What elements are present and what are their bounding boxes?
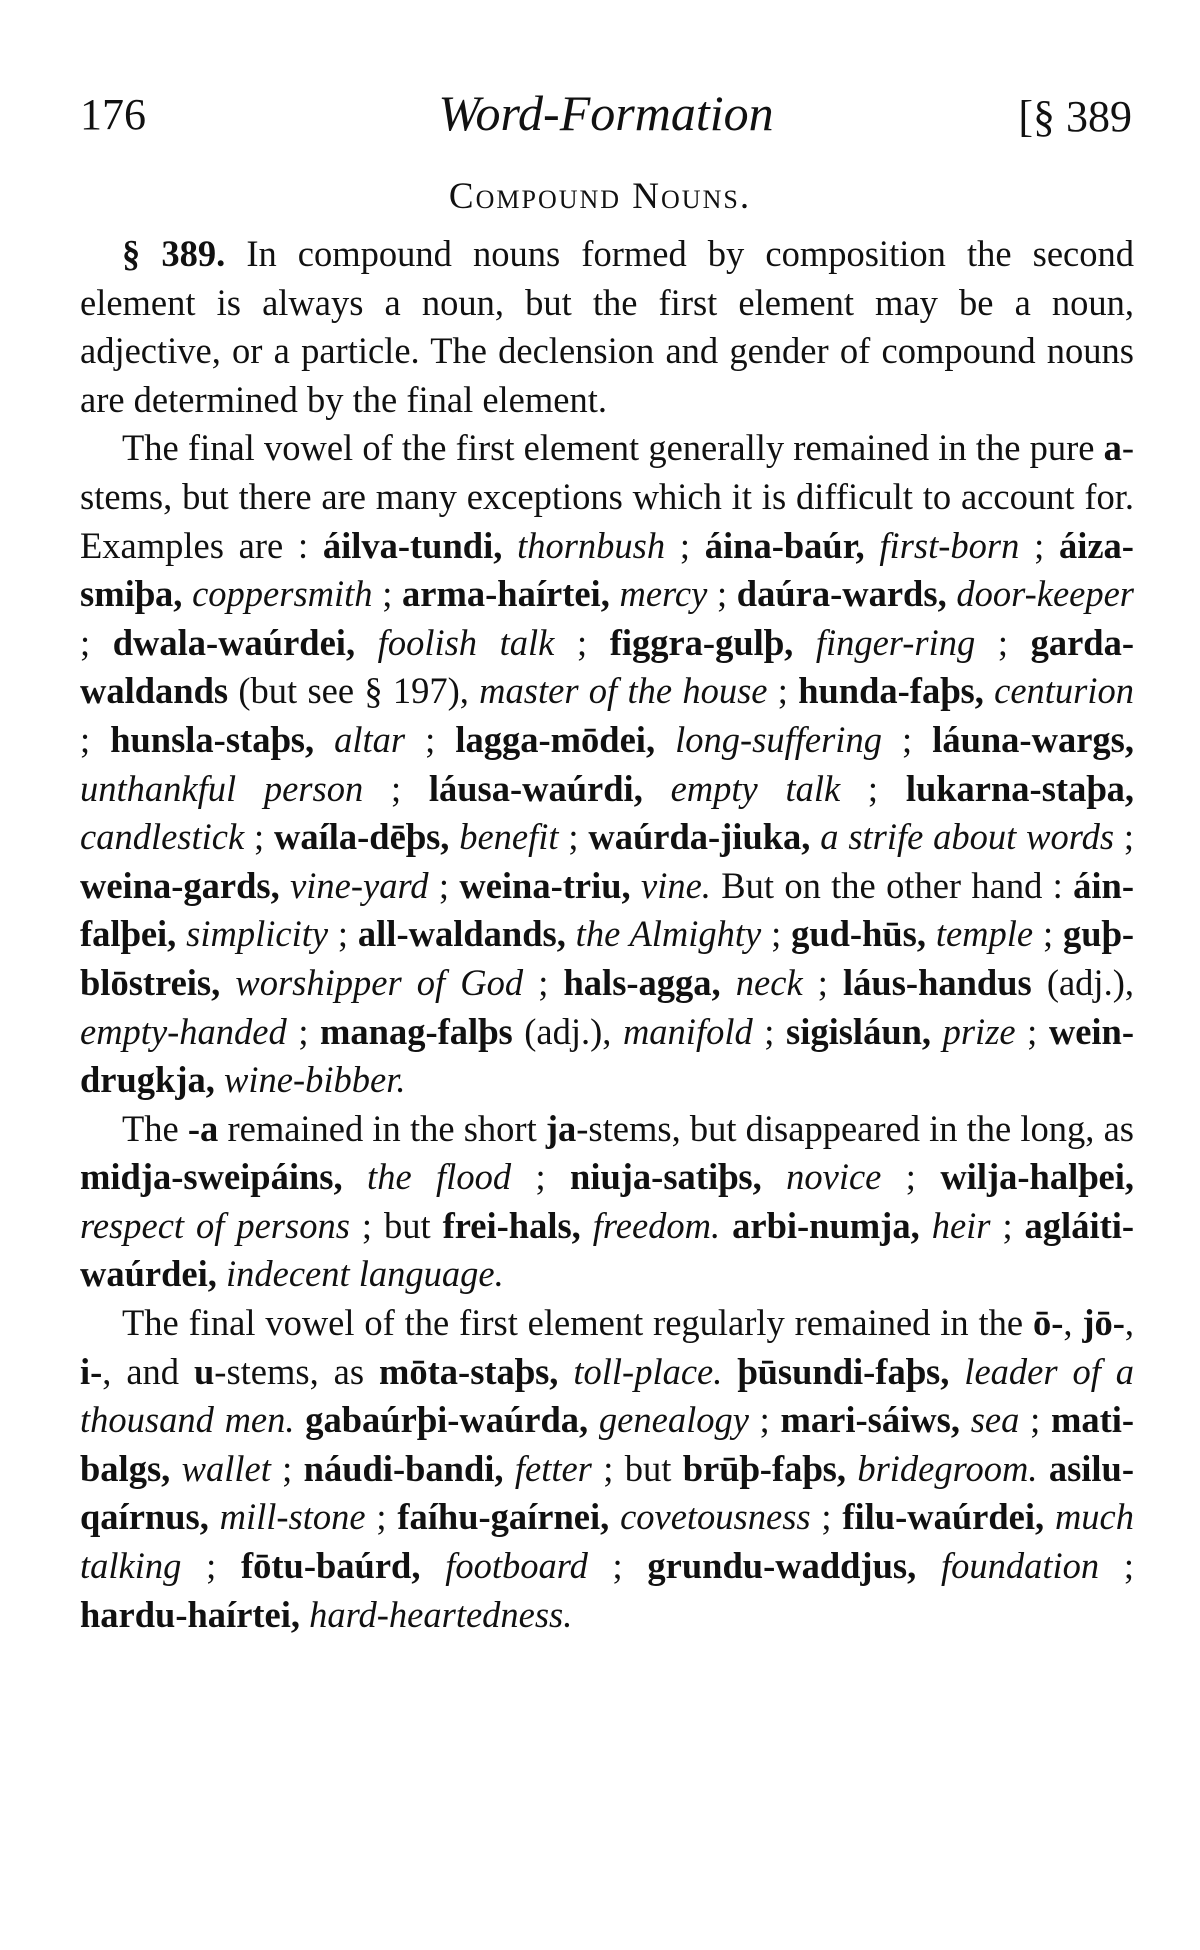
gothic-term: gud-hūs,	[791, 913, 926, 955]
text-run	[865, 525, 880, 566]
gothic-term: weina-triu,	[459, 864, 631, 906]
text-run: ;	[270, 1447, 304, 1489]
text-run: ; but	[591, 1447, 683, 1489]
text-run: -stems, but disappeared in the long, as	[576, 1107, 1134, 1149]
text-run: ;	[840, 767, 906, 809]
text-run: ;	[1019, 524, 1059, 566]
gothic-term: niuja-satiþs,	[570, 1156, 762, 1198]
gloss: thornbush	[517, 524, 666, 566]
text-run: ;	[881, 1156, 941, 1198]
gloss: candlestick	[80, 816, 245, 858]
text-run: ;	[554, 621, 610, 663]
text-run	[182, 573, 192, 614]
gloss: empty-handed	[80, 1010, 287, 1052]
text-run: (adj.),	[1031, 961, 1134, 1003]
gloss: wallet	[181, 1447, 271, 1489]
text-run	[960, 1399, 971, 1440]
text-run: ;	[1099, 1545, 1134, 1587]
text-run: ;	[244, 816, 274, 858]
text-run	[504, 1448, 515, 1489]
gothic-term: jō-	[1082, 1302, 1125, 1344]
gothic-term: filu-waúrdei,	[842, 1496, 1045, 1538]
text-run: ; but	[349, 1204, 443, 1246]
gloss: novice	[786, 1156, 882, 1198]
gothic-term: arbi-numja,	[732, 1204, 920, 1246]
gothic-term: láuna-wargs,	[932, 718, 1134, 760]
gothic-term: waíla-dēþs,	[273, 816, 450, 858]
text-run	[176, 913, 186, 954]
text-run	[610, 573, 620, 614]
gloss: respect of persons	[80, 1204, 350, 1246]
text-run: ;	[523, 961, 564, 1003]
gothic-term: figgra-gulþ,	[609, 621, 794, 663]
text-run	[217, 1253, 226, 1294]
gloss: sea	[970, 1399, 1020, 1441]
gothic-term: faíhu-gaírnei,	[397, 1496, 610, 1538]
gothic-term: áina-baúr,	[704, 524, 865, 566]
text-run: ;	[372, 573, 403, 615]
gloss: finger-ring	[815, 621, 976, 663]
text-run: ;	[405, 718, 456, 760]
gothic-term: mari-sáiws,	[780, 1399, 960, 1441]
gothic-term: wilja-halþei,	[940, 1156, 1134, 1198]
gothic-term: arma-haírtei,	[402, 573, 610, 615]
gothic-term: gabaúrþi-waúrda,	[305, 1399, 589, 1441]
gothic-term: hunsla-staþs,	[110, 718, 315, 760]
text-run: remained in the short	[218, 1107, 546, 1149]
body-text	[80, 230, 1134, 1639]
gothic-term: a	[1103, 427, 1122, 469]
gloss: long-suffering	[675, 718, 882, 760]
gothic-term: asilu-qaírnus,	[80, 1447, 1135, 1538]
gloss: simplicity	[186, 913, 329, 955]
text-run	[931, 1011, 943, 1052]
gothic-term: mōta-staþs,	[378, 1350, 559, 1392]
gloss: prize	[942, 1010, 1016, 1052]
text-run	[566, 913, 576, 954]
text-run	[280, 865, 290, 906]
gloss: worshipper of God	[235, 961, 524, 1003]
gothic-term: i-	[80, 1350, 103, 1392]
gloss: benefit	[459, 816, 559, 858]
text-run	[449, 816, 459, 857]
gothic-term: u	[193, 1350, 215, 1392]
paragraph	[80, 230, 1134, 424]
text-run: ;	[286, 1010, 321, 1052]
text-run: ;	[511, 1156, 571, 1198]
gothic-term: -a	[187, 1107, 219, 1149]
gloss: unthankful person	[80, 767, 364, 809]
gloss: bridegroom.	[857, 1447, 1038, 1489]
gothic-term: daúra-wards,	[736, 573, 947, 615]
text-run	[502, 525, 517, 566]
text-run	[581, 1205, 593, 1246]
text-run: ;	[1019, 1399, 1051, 1441]
gothic-term: sigisláun,	[785, 1010, 932, 1052]
gloss: toll-place.	[573, 1350, 723, 1392]
gothic-term: hardu-haírtei,	[80, 1593, 301, 1635]
text-run: ;	[328, 913, 358, 955]
gloss: mill-stone	[219, 1496, 366, 1538]
gothic-term: brūþ-faþs,	[682, 1447, 846, 1489]
gloss: door-keeper	[956, 573, 1135, 615]
gloss: mercy	[619, 573, 708, 615]
text-run: ;	[752, 1010, 786, 1052]
gloss: freedom.	[592, 1204, 721, 1246]
gloss: covetousness	[620, 1496, 811, 1538]
gothic-term: manag-falþs	[320, 1010, 513, 1052]
gothic-term: wein-drugkja,	[80, 1010, 1134, 1101]
text-run: The final vowel of the first element regularly remained in the	[122, 1302, 1033, 1344]
text-run: ;	[428, 864, 460, 906]
gothic-term: mati-balgs,	[80, 1399, 1135, 1489]
gothic-term: lagga-mōdei,	[455, 718, 656, 760]
text-run: ;	[990, 1204, 1025, 1246]
text-run: ;	[80, 621, 113, 663]
text-run: ;	[558, 816, 589, 858]
gloss: leader of a thousand men.	[80, 1350, 1135, 1441]
text-run	[926, 913, 936, 954]
gloss: master of the house	[479, 670, 768, 712]
text-run: ,	[1063, 1302, 1083, 1344]
text-run	[721, 962, 736, 1003]
text-run	[916, 1545, 941, 1586]
text-run: ;	[707, 573, 737, 615]
text-run: ;	[80, 718, 111, 760]
paragraph	[80, 1299, 1134, 1639]
gloss: the flood	[367, 1156, 512, 1198]
gloss: coppersmith	[192, 573, 373, 615]
gothic-term: agláiti-waúrdei,	[80, 1204, 1135, 1295]
text-run: -stems, but there are many exceptions which it is difficult to account for. Examples are :	[80, 427, 1134, 566]
text-run	[314, 719, 334, 760]
text-run: ;	[802, 961, 844, 1003]
gloss: foundation	[940, 1545, 1100, 1587]
gothic-term: frei-hals,	[442, 1204, 581, 1246]
text-run: (but see § 197),	[228, 670, 480, 712]
text-run: ;	[748, 1399, 781, 1441]
gothic-term: dwala-waúrdei,	[112, 621, 356, 663]
text-run	[343, 1156, 367, 1197]
text-run: ;	[665, 524, 705, 566]
text-run: In compound nouns formed by composition the second element is always a noun, but the first element may be a noun, adjective, or a particle. The declension and gender of compound nouns are determined by the final element.	[80, 233, 1134, 420]
gothic-term: midja-sweipáins,	[80, 1156, 343, 1198]
text-run: ;	[1033, 913, 1063, 955]
gloss: wine-bibber.	[224, 1059, 406, 1101]
gothic-term: garda-waldands	[80, 621, 1134, 712]
text-run	[631, 865, 641, 906]
text-run	[1037, 1448, 1048, 1489]
text-run	[722, 1351, 737, 1392]
gloss: fetter	[514, 1447, 592, 1489]
text-run: ;	[363, 767, 429, 809]
text-run: ;	[761, 913, 792, 955]
gothic-term: fōtu-baúrd,	[240, 1545, 421, 1587]
text-run: ;	[810, 1496, 843, 1538]
gothic-term: áiza-smiþa,	[80, 524, 1134, 615]
gloss: footboard	[445, 1545, 588, 1587]
text-run	[762, 1156, 786, 1197]
gloss: manifold	[622, 1010, 753, 1052]
text-run	[655, 719, 675, 760]
gothic-term: all-waldands,	[357, 913, 566, 955]
text-run	[215, 1059, 224, 1100]
text-run	[420, 1545, 445, 1586]
gothic-term: náudi-bandi,	[303, 1447, 504, 1489]
text-run: The	[122, 1107, 188, 1149]
text-run: The final vowel of the first element generally remained in the pure	[122, 427, 1104, 469]
gloss: hard-heartedness.	[309, 1593, 573, 1635]
text-run	[846, 1448, 857, 1489]
gothic-term: lukarna-staþa,	[905, 767, 1134, 809]
gothic-term: guþ-blōstreis,	[80, 913, 1134, 1003]
gloss: genealogy	[598, 1399, 749, 1441]
text-run	[558, 1351, 573, 1392]
text-run	[947, 573, 957, 614]
text-run	[220, 962, 235, 1003]
text-run: -stems, as	[214, 1350, 379, 1392]
text-run: ;	[587, 1545, 648, 1587]
text-run	[355, 622, 378, 663]
text-run	[949, 1351, 964, 1392]
section-reference: [§ 389	[1018, 92, 1132, 141]
text-run	[793, 622, 816, 663]
gothic-term: láusa-waúrdi,	[428, 767, 643, 809]
text-run	[209, 1496, 220, 1537]
gloss: temple	[935, 913, 1034, 955]
gloss: vine.	[641, 864, 711, 906]
text-run	[643, 768, 671, 809]
gloss: vine-yard	[290, 864, 429, 906]
text-run: ;	[1015, 1010, 1049, 1052]
text-run: ;	[975, 621, 1031, 663]
text-run	[810, 816, 820, 857]
text-run	[609, 1496, 620, 1537]
text-run: But on the other hand :	[710, 864, 1074, 906]
text-run: ;	[1114, 816, 1135, 858]
gloss: foolish talk	[377, 621, 555, 663]
text-run: , and	[102, 1350, 194, 1392]
gloss: centurion	[994, 670, 1135, 712]
gothic-term: þūsundi-faþs,	[737, 1350, 950, 1392]
text-run	[170, 1448, 181, 1489]
gothic-term: hals-agga,	[563, 961, 721, 1003]
gloss: the Almighty	[575, 913, 762, 955]
gothic-term: áilva-tundi,	[322, 524, 503, 566]
text-run	[295, 1399, 306, 1440]
gloss: empty talk	[670, 767, 841, 809]
text-run: ;	[881, 718, 933, 760]
text-run: (adj.),	[512, 1010, 623, 1052]
gothic-term: § 389.	[122, 233, 226, 274]
gloss: altar	[334, 718, 406, 760]
gloss: heir	[931, 1204, 991, 1246]
gothic-term: hunda-faþs,	[798, 670, 984, 712]
running-title: Word-Formation	[438, 85, 774, 141]
paragraph	[80, 424, 1134, 1104]
gloss: much talking	[80, 1496, 1134, 1587]
text-run	[1044, 1496, 1055, 1537]
text-run: ;	[365, 1496, 398, 1538]
paragraph	[80, 1105, 1134, 1299]
gothic-term: ō-	[1032, 1302, 1064, 1344]
text-run: ,	[1124, 1302, 1134, 1344]
gloss: first-born	[879, 524, 1020, 566]
gothic-term: grundu-waddjus,	[647, 1545, 917, 1587]
gloss: indecent language.	[226, 1253, 504, 1295]
gothic-term: ja	[545, 1107, 577, 1149]
text-run	[920, 1205, 932, 1246]
page-number: 176	[80, 90, 146, 139]
text-run	[720, 1205, 732, 1246]
gothic-term: áin-falþei,	[80, 864, 1134, 955]
gloss: a strife about words	[820, 816, 1115, 858]
gothic-term: láus-handus	[843, 961, 1032, 1003]
text-run: ;	[767, 670, 799, 712]
section-heading: Compound Nouns.	[448, 176, 752, 217]
text-run: ;	[181, 1545, 241, 1587]
text-run	[588, 1399, 599, 1440]
gothic-term: weina-gards,	[80, 864, 280, 906]
text-run	[300, 1594, 309, 1635]
gothic-term: waúrda-jiuka,	[588, 816, 811, 858]
running-header	[80, 78, 1132, 148]
gloss: neck	[735, 961, 803, 1003]
text-run	[984, 670, 994, 711]
